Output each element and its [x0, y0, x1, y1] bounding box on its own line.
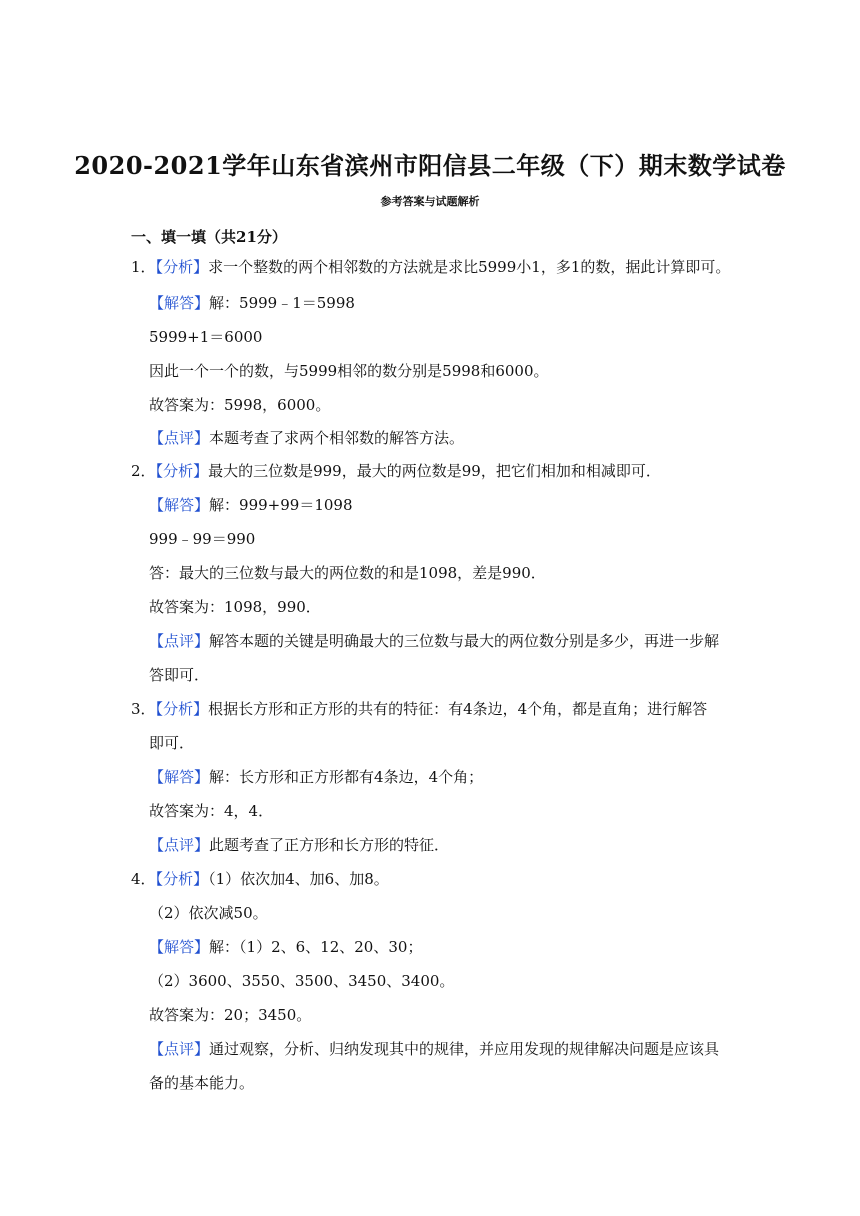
answer-line: 因此一个一个的数，与5999相邻的数分别是5998和6000。: [149, 362, 549, 380]
comment-continuation: 答即可．: [149, 666, 210, 684]
answer-tag: 解答: [164, 496, 195, 514]
question-number: 4．: [131, 870, 156, 888]
question-2-comment: 【点评】解答本题的关键是明确最大的三位数与最大的两位数分别是多少，再进一步解: [149, 632, 720, 650]
answer-text: 解：999+99＝1098: [209, 496, 353, 514]
comment-tag: 点评: [164, 1040, 195, 1058]
answer-tag: 解答: [164, 938, 195, 956]
question-4-answer: 【解答】解：（1）2、6、12、20、30；: [149, 938, 423, 956]
analysis-continuation: （2）依次减50。: [149, 904, 268, 922]
comment-tag: 点评: [164, 836, 195, 854]
answer-tag: 解答: [164, 768, 195, 786]
question-4-analysis: 4．【分析】（1）依次加4、加6、加8。: [131, 870, 389, 888]
question-3-comment: 【点评】此题考查了正方形和长方形的特征．: [149, 836, 450, 854]
comment-tag: 点评: [164, 632, 195, 650]
comment-continuation: 备的基本能力。: [149, 1074, 255, 1092]
analysis-text: 根据长方形和正方形的共有的特征：有4条边，4个角，都是直角；进行解答: [208, 700, 708, 718]
answer-text: 解：长方形和正方形都有4条边，4个角；: [209, 768, 484, 786]
question-number: 2．: [131, 462, 156, 480]
answer-line: 999﹣99＝990: [149, 530, 256, 548]
question-1-analysis: 1．【分析】求一个整数的两个相邻数的方法就是求比5999小1，多1的数，据此计算即可。: [131, 258, 731, 276]
question-number: 1．: [131, 258, 156, 276]
comment-text: 此题考查了正方形和长方形的特征．: [209, 836, 450, 854]
question-3-answer: 【解答】解：长方形和正方形都有4条边，4个角；: [149, 768, 484, 786]
answer-line: 故答案为：4，4．: [149, 802, 274, 820]
analysis-tag: 分析: [163, 870, 194, 888]
answer-line: 故答案为：5998，6000。: [149, 396, 331, 414]
question-2-analysis: 2．【分析】最大的三位数是999，最大的两位数是99，把它们相加和相减即可．: [131, 462, 661, 480]
comment-tag: 点评: [164, 429, 195, 447]
analysis-text: （1）依次加4、加6、加8。: [208, 870, 389, 888]
question-3-analysis: 3．【分析】根据长方形和正方形的共有的特征：有4条边，4个角，都是直角；进行解答: [131, 700, 708, 718]
analysis-tag: 分析: [163, 258, 194, 276]
answer-line: 故答案为：20；3450。: [149, 1006, 312, 1024]
page-title: 2020-2021学年山东省滨州市阳信县二年级（下）期末数学试卷: [74, 151, 786, 180]
question-1-comment: 【点评】本题考查了求两个相邻数的解答方法。: [149, 429, 465, 447]
answer-line: 答：最大的三位数与最大的两位数的和是1098，差是990．: [149, 564, 546, 582]
analysis-continuation: 即可．: [149, 734, 195, 752]
question-1-answer: 【解答】解：5999﹣1＝5998: [149, 294, 355, 312]
analysis-tag: 分析: [163, 462, 194, 480]
question-number: 3．: [131, 700, 156, 718]
analysis-text: 求一个整数的两个相邻数的方法就是求比5999小1，多1的数，据此计算即可。: [208, 258, 731, 276]
analysis-text: 最大的三位数是999，最大的两位数是99，把它们相加和相减即可．: [208, 462, 661, 480]
question-4-comment: 【点评】通过观察，分析、归纳发现其中的规律，并应用发现的规律解决问题是应该具: [149, 1040, 720, 1058]
answer-line: 5999+1＝6000: [149, 328, 263, 346]
comment-text: 本题考查了求两个相邻数的解答方法。: [209, 429, 465, 447]
answer-tag: 解答: [164, 294, 195, 312]
page-subtitle: 参考答案与试题解析: [380, 195, 480, 208]
answer-text: 解：（1）2、6、12、20、30；: [209, 938, 423, 956]
answer-line: （2）3600、3550、3500、3450、3400。: [149, 972, 455, 990]
answer-line: 故答案为：1098，990．: [149, 598, 321, 616]
section-heading: 一、填一填（共21分）: [131, 228, 287, 246]
question-2-answer: 【解答】解：999+99＝1098: [149, 496, 353, 514]
analysis-tag: 分析: [163, 700, 194, 718]
comment-text: 解答本题的关键是明确最大的三位数与最大的两位数分别是多少，再进一步解: [209, 632, 720, 650]
answer-text: 解：5999﹣1＝5998: [209, 294, 355, 312]
comment-text: 通过观察，分析、归纳发现其中的规律，并应用发现的规律解决问题是应该具: [209, 1040, 720, 1058]
